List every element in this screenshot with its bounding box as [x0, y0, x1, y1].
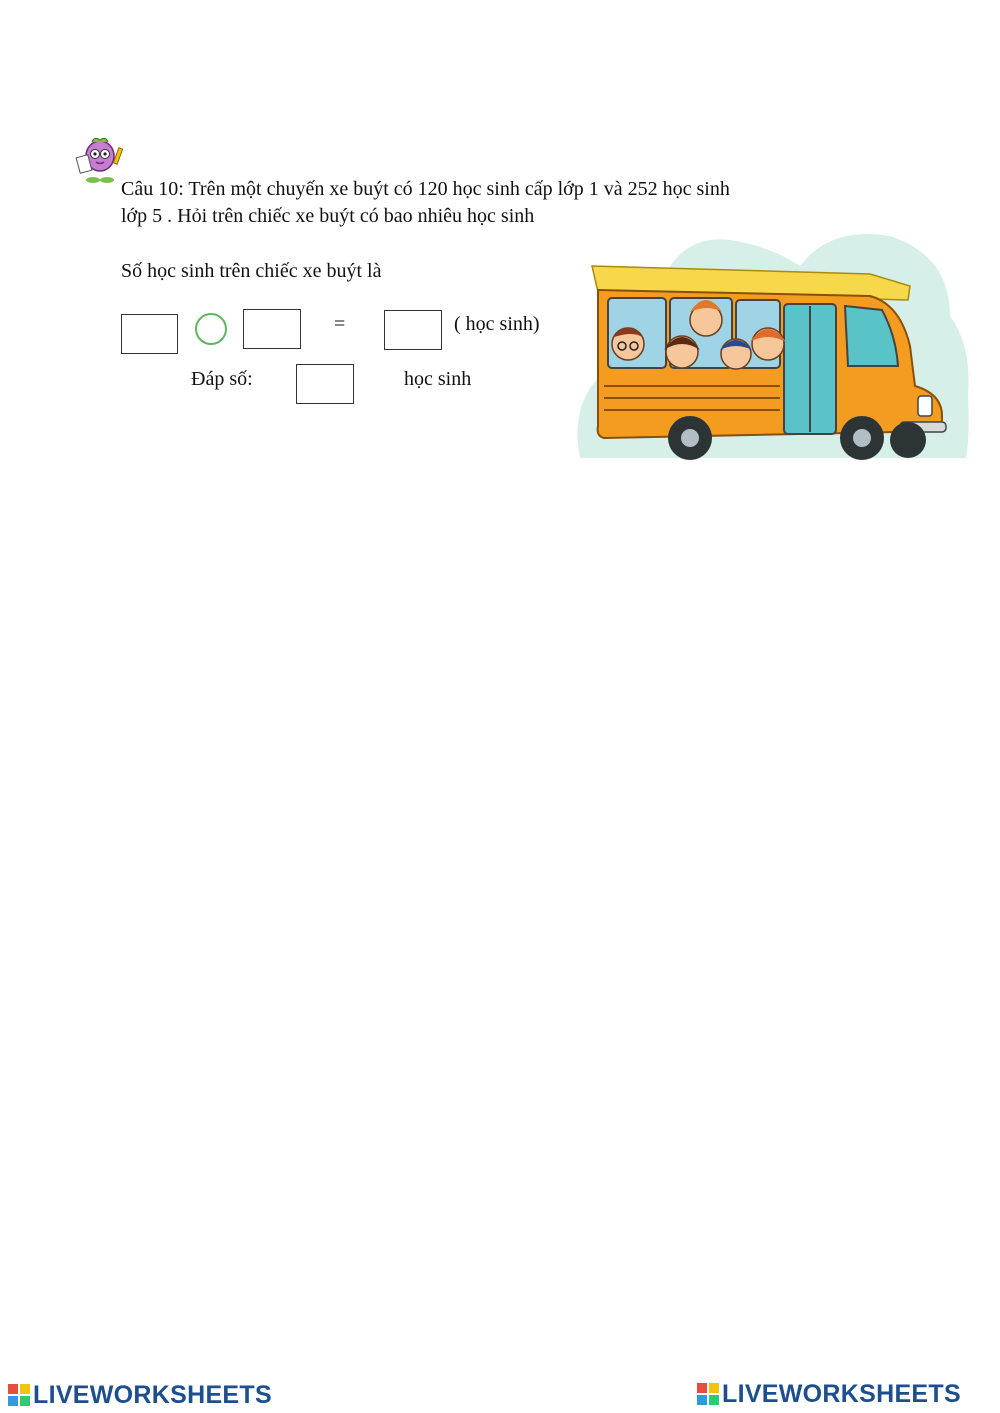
- footer-logo-left-text: LIVEWORKSHEETS: [33, 1381, 272, 1409]
- equals-sign: =: [334, 313, 346, 335]
- operator-input[interactable]: [195, 313, 227, 345]
- answer-label: Đáp số:: [191, 368, 253, 390]
- liveworksheets-logo-icon: [8, 1384, 30, 1406]
- liveworksheets-logo-icon: [697, 1383, 719, 1405]
- equation-unit: ( học sinh): [454, 313, 540, 335]
- question-line-2: lớp 5 . Hỏi trên chiếc xe buýt có bao nhiêu học sinh: [121, 205, 535, 227]
- footer-logo-right: [697, 1379, 961, 1409]
- second-number-input[interactable]: [243, 309, 301, 349]
- question-line-1: Câu 10: Trên một chuyến xe buýt có 120 học sinh cấp lớp 1 và 252 học sinh: [121, 178, 730, 200]
- prompt-text: Số học sinh trên chiếc xe buýt là: [121, 260, 382, 282]
- school-bus-illustration: [570, 226, 972, 464]
- answer-input[interactable]: [296, 364, 354, 404]
- footer-logo-left: [8, 1380, 272, 1410]
- footer-logo-right-text: LIVEWORKSHEETS: [722, 1380, 961, 1408]
- answer-unit: học sinh: [404, 368, 472, 390]
- result-input[interactable]: [384, 310, 442, 350]
- first-number-input[interactable]: [121, 314, 178, 354]
